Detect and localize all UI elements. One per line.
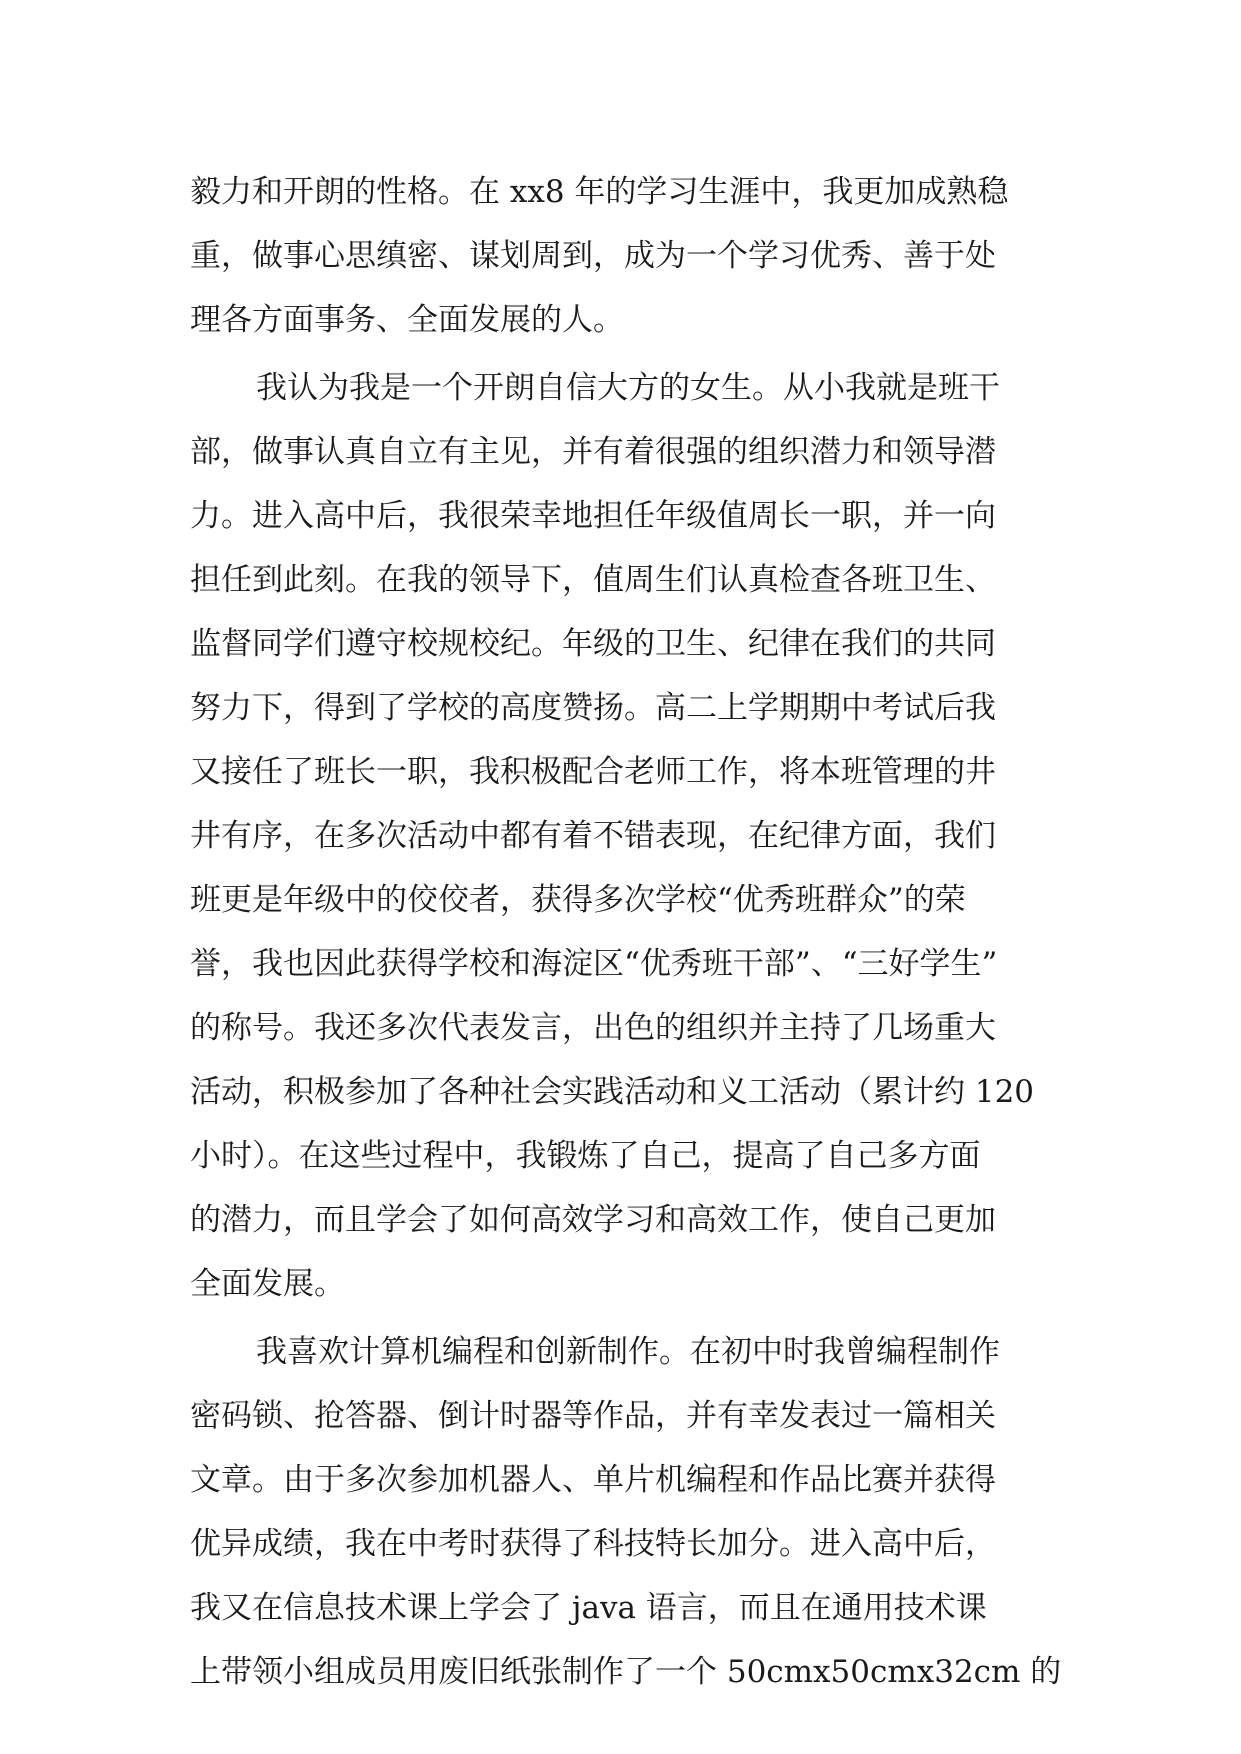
text-line: 监督同学们遵守校规校纪。年级的卫生、纪律在我们的共同	[190, 626, 996, 662]
text-line: 小时）。在这些过程中，我锻炼了自己，提高了自己多方面	[190, 1138, 981, 1174]
text-line: 的称号。我还多次代表发言，出色的组织并主持了几场重大	[190, 1010, 996, 1046]
text-line: 担任到此刻。在我的领导下，值周生们认真检查各班卫生、	[190, 562, 996, 598]
paragraph-1	[190, 160, 1070, 352]
text-line: 我认为我是一个开朗自信大方的女生。从小我就是班干	[256, 370, 1000, 406]
text-line: 上带领小组成员用废旧纸张制作了一个 50cmx50cmx32cm 的	[190, 1654, 1062, 1690]
text-line: 我喜欢计算机编程和创新制作。在初中时我曾编程制作	[256, 1334, 1000, 1370]
text-line: 力。进入高中后，我很荣幸地担任年级值周长一职，并一向	[190, 498, 996, 534]
text-line: 的潜力，而且学会了如何高效学习和高效工作，使自己更加	[190, 1202, 996, 1238]
text-line: 活动，积极参加了各种社会实践活动和义工活动（累计约 120	[190, 1074, 1035, 1110]
text-line: 努力下，得到了学校的高度赞扬。高二上学期期中考试后我	[190, 690, 996, 726]
text-line: 部，做事认真自立有主见，并有着很强的组织潜力和领导潜	[190, 434, 996, 470]
text-line: 优异成绩，我在中考时获得了科技特长加分。进入高中后，	[190, 1526, 996, 1562]
text-line: 重，做事心思缜密、谋划周到，成为一个学习优秀、善于处	[190, 238, 996, 274]
paragraph-2	[190, 356, 1070, 1316]
text-line: 我又在信息技术课上学会了 java 语言，而且在通用技术课	[190, 1590, 987, 1626]
text-line: 班更是年级中的佼佼者，获得多次学校“优秀班群众”的荣	[190, 882, 966, 918]
text-line: 理各方面事务、全面发展的人。	[190, 302, 624, 338]
document-body	[190, 160, 1070, 1704]
paragraph-3	[190, 1320, 1070, 1704]
text-line: 又接任了班长一职，我积极配合老师工作，将本班管理的井	[190, 754, 996, 790]
text-line: 毅力和开朗的性格。在 xx8 年的学习生涯中，我更加成熟稳	[190, 174, 1009, 210]
text-line: 全面发展。	[190, 1266, 345, 1302]
text-line: 井有序，在多次活动中都有着不错表现，在纪律方面，我们	[190, 818, 996, 854]
text-line: 密码锁、抢答器、倒计时器等作品，并有幸发表过一篇相关	[190, 1398, 996, 1434]
text-line: 文章。由于多次参加机器人、单片机编程和作品比赛并获得	[190, 1462, 996, 1498]
text-line: 誉，我也因此获得学校和海淀区“优秀班干部”、“三好学生”	[190, 946, 998, 982]
